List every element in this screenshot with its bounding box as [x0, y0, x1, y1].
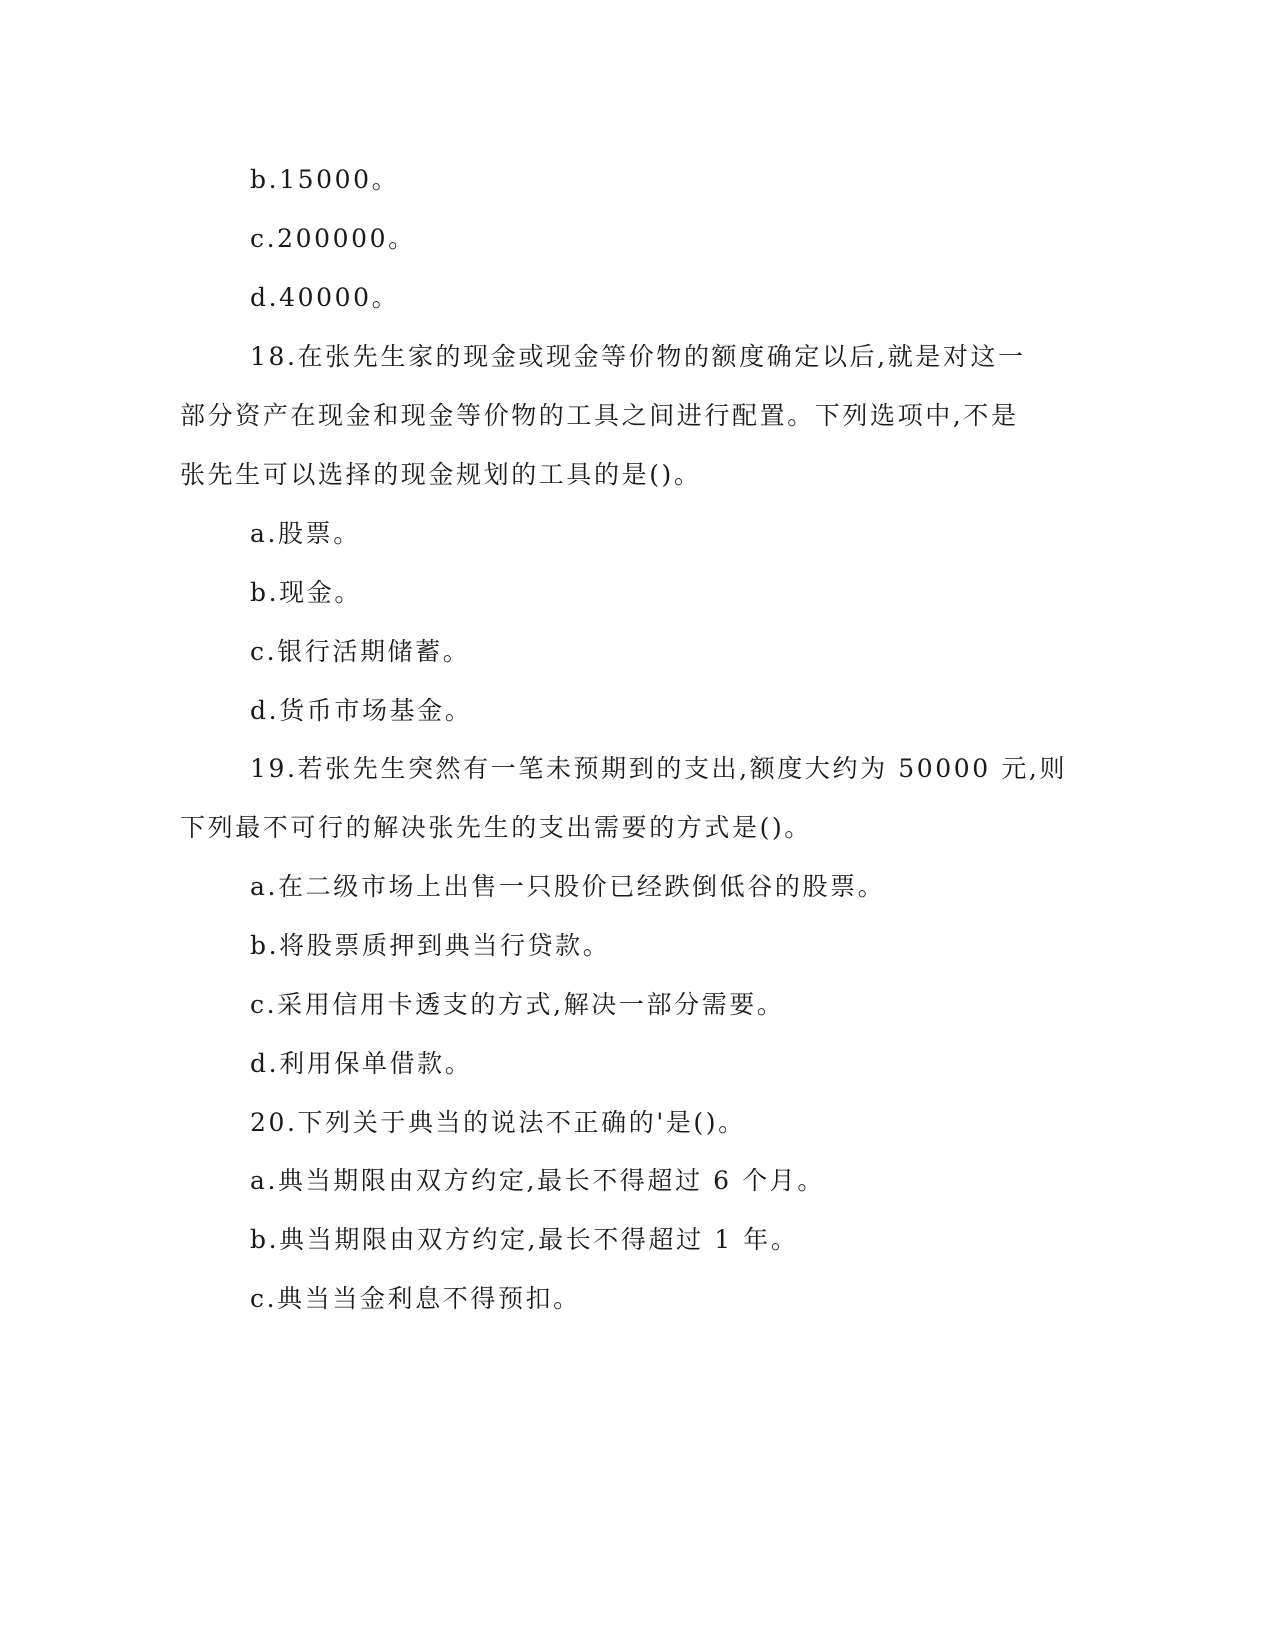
option-c-q20: c.典当当金利息不得预扣。	[250, 1284, 581, 1313]
option-a-q20: a.典当期限由双方约定,最长不得超过 6 个月。	[250, 1166, 825, 1195]
option-b-q20: b.典当期限由双方约定,最长不得超过 1 年。	[250, 1225, 799, 1254]
option-d-q18: d.货币市场基金。	[250, 696, 473, 725]
option-d-q17: d.40000。	[250, 283, 400, 312]
option-b-q17: b.15000。	[250, 165, 400, 194]
option-c-q17: c.200000。	[250, 224, 416, 253]
option-b-q19: b.将股票质押到典当行贷款。	[250, 931, 611, 960]
question-18-line-1: 18.在张先生家的现金或现金等价物的额度确定以后,就是对这一	[250, 342, 1026, 371]
question-18-line-2: 部分资产在现金和现金等价物的工具之间进行配置。下列选项中,不是	[180, 401, 1019, 430]
question-19-line-1: 19.若张先生突然有一笔未预期到的支出,额度大约为 50000 元,则	[250, 754, 1068, 783]
option-a-q18: a.股票。	[250, 519, 361, 548]
question-18-line-3: 张先生可以选择的现金规划的工具的是()。	[180, 460, 702, 489]
option-a-q19: a.在二级市场上出售一只股价已经跌倒低谷的股票。	[250, 872, 886, 901]
option-c-q19: c.采用信用卡透支的方式,解决一部分需要。	[250, 990, 785, 1019]
option-d-q19: d.利用保单借款。	[250, 1049, 473, 1078]
option-b-q18: b.现金。	[250, 578, 362, 607]
option-c-q18: c.银行活期储蓄。	[250, 637, 471, 666]
question-20-line-1: 20.下列关于典当的说法不正确的'是()。	[250, 1108, 746, 1137]
question-19-line-2: 下列最不可行的解决张先生的支出需要的方式是()。	[180, 813, 812, 842]
